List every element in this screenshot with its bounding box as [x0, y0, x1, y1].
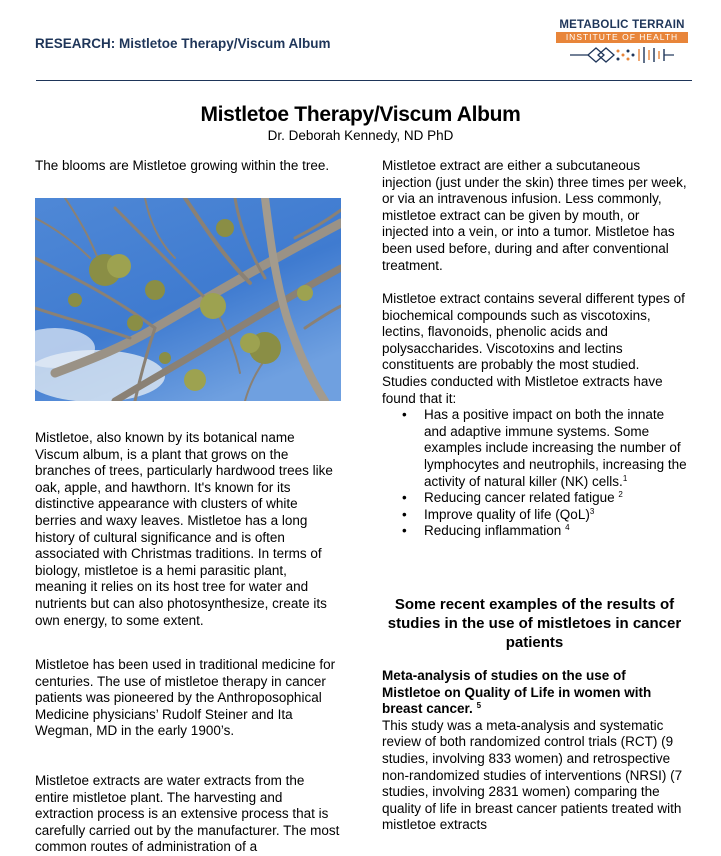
dna-helix-icon [566, 45, 678, 65]
meta-analysis-subheading: Meta-analysis of studies on the use of Mistletoe on Quality of Life in women with breast cancer. $^5$ [382, 668, 652, 717]
logo-subtitle: INSTITUTE OF HEALTH [556, 32, 688, 43]
header-divider [36, 80, 692, 81]
recent-studies-heading: Some recent examples of the results of studies in the use of mistletoes in cancer patients [387, 596, 682, 651]
history-paragraph: Mistletoe has been used in traditional medicine for centuries. The use of mistletoe therapy in cancer patients was pioneered by the Anthroposophical Medicine physicians’ Rudolf Steiner and Ita Wegman, MD in the early 1900’s. [35, 657, 336, 739]
findings-list [382, 407, 687, 540]
meta-analysis-paragraph: This study was a meta-analysis and systematic review of both randomized control trials (RCT) (9 studies, involving 833 women) and retrospective non-randomized studies of interventions (NRSI) (7 studies, involving 2831 women) comparing the quality of life in breast cancer patients treated with mistletoe extracts [382, 717, 683, 833]
intro-paragraph: Mistletoe, also known by its botanical name Viscum album, is a plant that grows on the branches of trees, particularly hardwood trees like oak, apple, and hawthorn. It's known for its distinctive appearance with clusters of white berries and waxy leaves. Mistletoe has a long history of cultural significance and is often associated with Christmas traditions. In terms of biology, mistletoe is a hemi parasitic plant, meaning it relies on its host tree for water and nutrients but can also photosynthesize, create its own energy, to some extent. [35, 430, 333, 628]
document-author: Dr. Deborah Kennedy, ND PhD [267, 128, 454, 143]
mistletoe-photo-icon [35, 198, 341, 401]
extraction-paragraph: Mistletoe extracts are water extracts from the entire mistletoe plant. The harvesting and extraction process is an extensive process that is carefully carried out by the manufacturer. The most common routes of administration of a [35, 773, 340, 855]
administration-paragraph: Mistletoe extract are either a subcutaneous injection (just under the skin) three times per week, or via an intravenous infusion. Less commonly, mistletoe extract can be given by mouth, or injected into a vein, or into a tumor. Mistletoe has been used before, during and after conventional treatment. [382, 158, 687, 273]
list-item: • Improve quality of life (QoL)$^3$ [424, 507, 687, 524]
meta-analysis-section [382, 668, 687, 834]
logo-name: METABOLIC TERRAIN [559, 19, 685, 31]
mistletoe-tree-photo [35, 198, 341, 401]
list-item: • Reducing inflammation $^4$ [424, 523, 687, 540]
photo-caption: The blooms are Mistletoe growing within the tree. [35, 158, 330, 173]
research-header-label: RESEARCH: Mistletoe Therapy/Viscum Album [35, 36, 331, 51]
list-item: • Has a positive impact on both the innate and adaptive immune systems. Some examples include increasing the number of lymphocytes and neutrophils, increasing the activity of natural killer (NK) cells.$^1$ [424, 407, 687, 490]
document-title: Mistletoe Therapy/Viscum Album [200, 103, 521, 126]
compounds-section [382, 291, 687, 540]
compounds-paragraph: Mistletoe extract contains several different types of biochemical compounds such as viscotoxins, lectins, flavonoids, phenolic acids and polysaccharides. Viscotoxins and lectins constituents are probably the most studied. Studies conducted with Mistletoe extracts have found that it: [382, 291, 685, 406]
metabolic-terrain-logo [554, 19, 690, 69]
list-item: • Reducing cancer related fatigue $^2$ [424, 490, 687, 507]
